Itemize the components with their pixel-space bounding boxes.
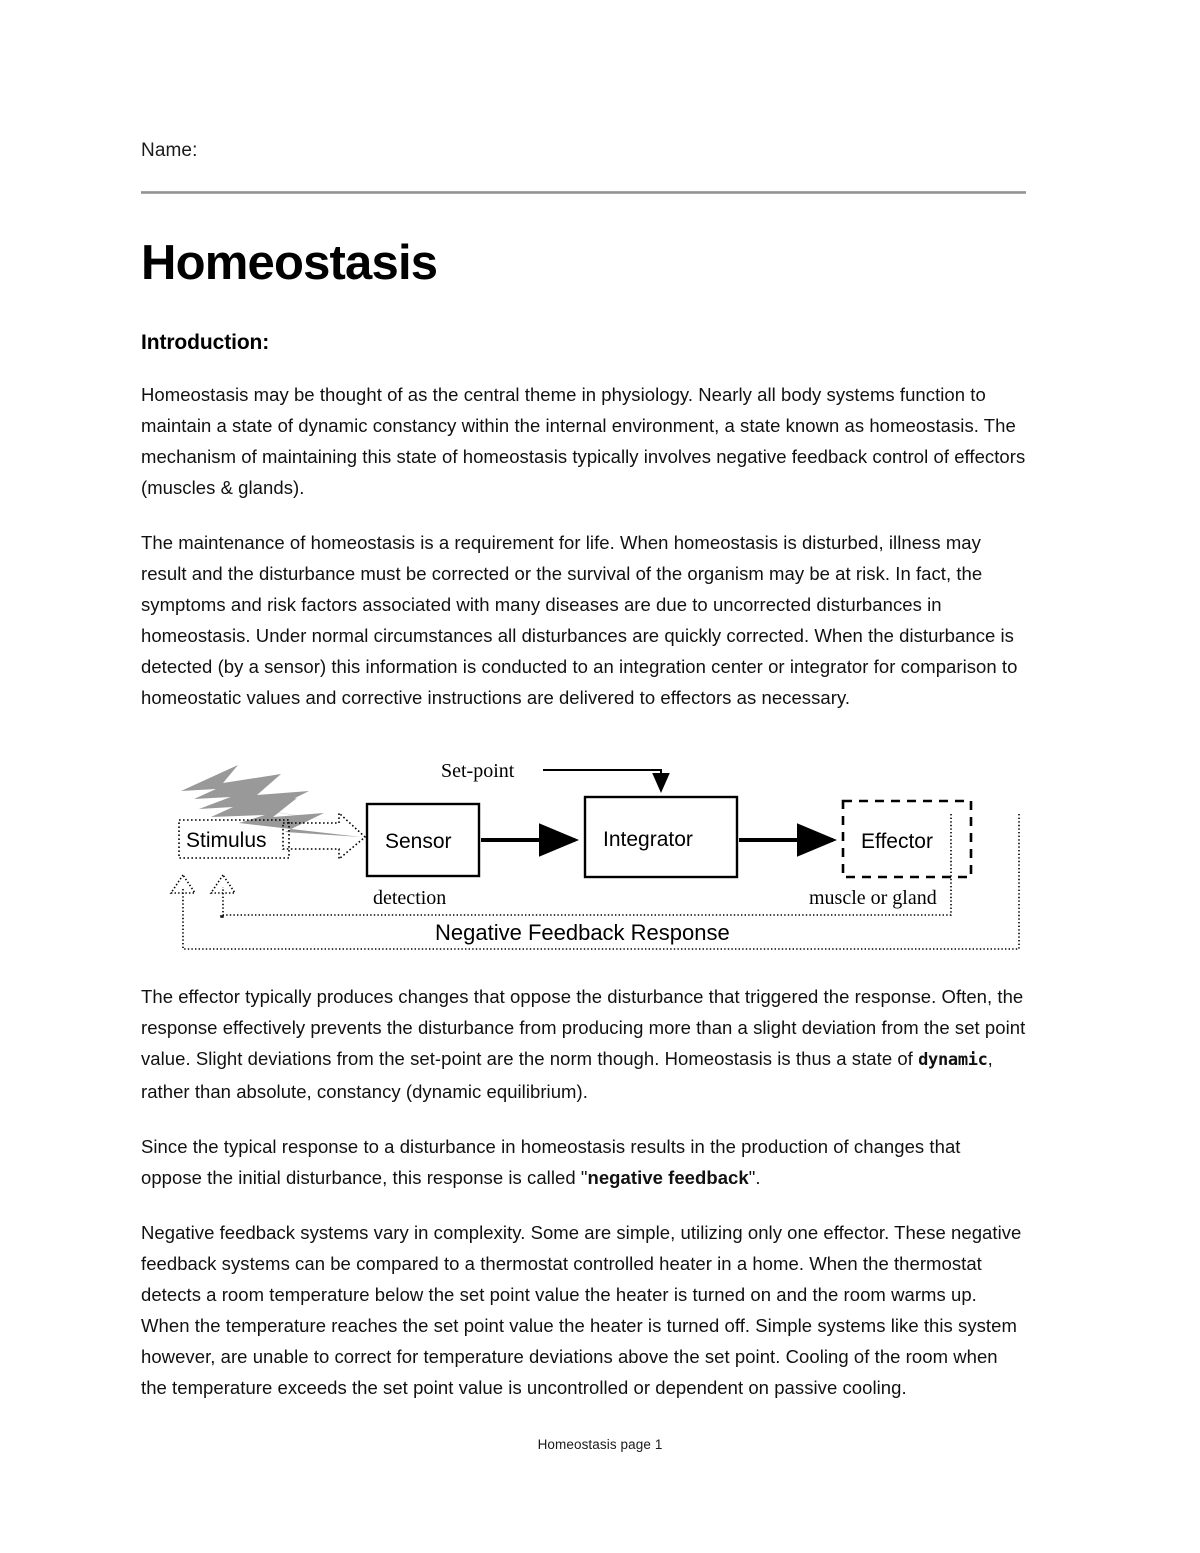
page-title: Homeostasis	[141, 235, 438, 290]
integrator-label: Integrator	[603, 828, 693, 852]
effector-paragraph-part-1: The effector typically produces changes that oppose the disturbance that triggered the response. Often, the response effectively prevents the disturbance from producing more than a slight deviation from the set point value. Slight deviations from the set-point are the norm though. Homeostasis is thus a state of	[141, 986, 1026, 1070]
dynamic-emphasis: dynamic	[918, 1050, 988, 1071]
negative-feedback-part-1: Since the typical response to a disturbance in homeostasis results in the production of changes that oppose the initial disturbance, this response is called "	[141, 1136, 961, 1189]
effector-paragraph	[141, 981, 1026, 1107]
negative-feedback-diagram	[161, 747, 1041, 957]
effector-paragraph-part-2: , rather than absolute, constancy (dynamic equilibrium).	[141, 1048, 993, 1103]
set-point-connector	[543, 770, 661, 791]
detection-label: detection	[373, 887, 447, 910]
name-field-label: Name:	[141, 140, 198, 161]
intro-paragraph-2: The maintenance of homeostasis is a requirement for life. When homeostasis is disturbed, illness may result and the disturbance must be corrected or the survival of the organism may be at risk. In fact, the symptoms and risk factors associated with many diseases are due to uncorrected disturbances in homeostasis. Under normal circumstances all disturbances are quickly corrected. When the disturbance is detected (by a sensor) this information is conducted to an integration center or integrator for comparison to homeostatic values and corrective instructions are delivered to effectors as necessary.	[141, 532, 1018, 709]
negative-feedback-definition-paragraph	[141, 1131, 1026, 1193]
page-footer: Homeostasis page 1	[537, 1437, 663, 1452]
header-divider	[141, 191, 1026, 194]
effector-label: Effector	[861, 830, 933, 854]
negative-feedback-response-label: Negative Feedback Response	[435, 920, 730, 946]
muscle-or-gland-label: muscle or gland	[809, 887, 937, 910]
intro-paragraph-1: Homeostasis may be thought of as the central theme in physiology. Nearly all body systems function to maintain a state of dynamic constancy within the internal environment, a state known as homeostasis. The mechanism of maintaining this state of homeostasis typically involves negative feedback control of effectors (muscles & glands).	[141, 384, 1026, 499]
sensor-label: Sensor	[385, 830, 452, 854]
section-heading-introduction: Introduction:	[141, 331, 270, 355]
stimulus-label: Stimulus	[186, 829, 267, 853]
set-point-label: Set-point	[441, 760, 515, 783]
lightning-bolt-icon	[181, 765, 361, 837]
document-content	[141, 0, 1026, 1403]
thermostat-example-paragraph: Negative feedback systems vary in complexity. Some are simple, utilizing only one effector. These negative feedback systems can be compared to a thermostat controlled heater in a home. When the thermostat detects a room temperature below the set point value the heater is turned on and the room warms up. When the temperature reaches the set point value the heater is turned off. Simple systems like this system however, are unable to correct for temperature deviations above the set point. Cooling of the room when the temperature exceeds the set point value is uncontrolled or dependent on passive cooling.	[141, 1222, 1022, 1399]
negative-feedback-emphasis: negative feedback	[587, 1167, 749, 1189]
negative-feedback-part-2: ".	[748, 1167, 761, 1189]
